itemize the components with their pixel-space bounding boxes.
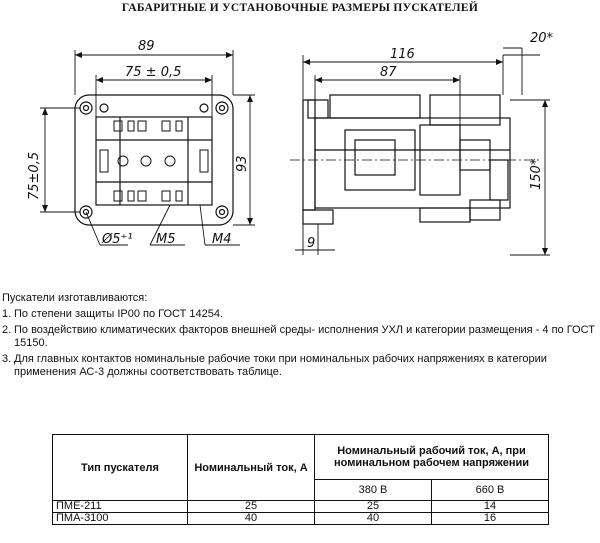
notes-list xyxy=(2,308,600,382)
intro-text: Пускатели изготавливаются: xyxy=(2,292,148,304)
cell-nominal: 40 xyxy=(188,513,315,525)
header-380: 380 В xyxy=(315,480,432,501)
list-item xyxy=(2,324,600,350)
cell-660: 16 xyxy=(431,513,548,525)
dim-width-total: 89 xyxy=(138,39,155,54)
table-row xyxy=(53,501,549,513)
cell-nominal: 25 xyxy=(188,501,315,513)
cell-380: 25 xyxy=(315,501,432,513)
cell-380: 40 xyxy=(315,513,432,525)
header-working: Номинальный рабочий ток, А, при номинальном рабочем напряжении xyxy=(315,435,549,480)
header-660: 660 В xyxy=(431,480,548,501)
list-item xyxy=(2,308,600,321)
dim-hole: Ø5⁺¹ xyxy=(102,232,133,247)
current-table xyxy=(52,434,549,525)
note-number: 3. xyxy=(2,353,12,365)
dim-height-total: 93 xyxy=(235,155,250,172)
note-number: 1. xyxy=(2,308,12,320)
list-item xyxy=(2,353,600,379)
cell-660: 14 xyxy=(431,501,548,513)
dim-thread-m4: M4 xyxy=(212,232,232,247)
dim-depth-body: 87 xyxy=(380,65,397,80)
table-row xyxy=(53,513,549,525)
side-view xyxy=(290,48,550,255)
cell-type: ПМЕ-211 xyxy=(53,501,188,513)
header-type: Тип пускателя xyxy=(53,435,188,501)
note-text: По степени защиты IP00 по ГОСТ 14254. xyxy=(14,308,224,320)
dim-offset: 20* xyxy=(530,31,554,46)
note-text: По воздействию климатических факторов внешней среды- исполнения УХЛ и категории размещения - 4 по ГОСТ 15150. xyxy=(14,324,595,349)
dim-depth-total: 116 xyxy=(390,47,415,62)
dim-base: 9 xyxy=(307,236,316,251)
page-title: ГАБАРИТНЫЕ И УСТАНОВОЧНЫЕ РАЗМЕРЫ ПУСКАТЕЛЕЙ xyxy=(121,2,479,14)
header-nominal: Номинальный ток, А xyxy=(188,435,315,501)
dim-thread-m5: M5 xyxy=(156,232,176,247)
dim-mount-width: 75 ± 0,5 xyxy=(125,65,182,80)
dim-mount-height: 75±0,5 xyxy=(27,151,42,200)
note-number: 2. xyxy=(2,324,12,336)
note-text: Для главных контактов номинальные рабочие токи при номинальных рабочих напряжениях в категории применения АС-3 должны соответствовать таблице. xyxy=(14,353,547,378)
cell-type: ПМА-3100 xyxy=(53,513,188,525)
dim-side-height: 150* xyxy=(529,158,544,190)
